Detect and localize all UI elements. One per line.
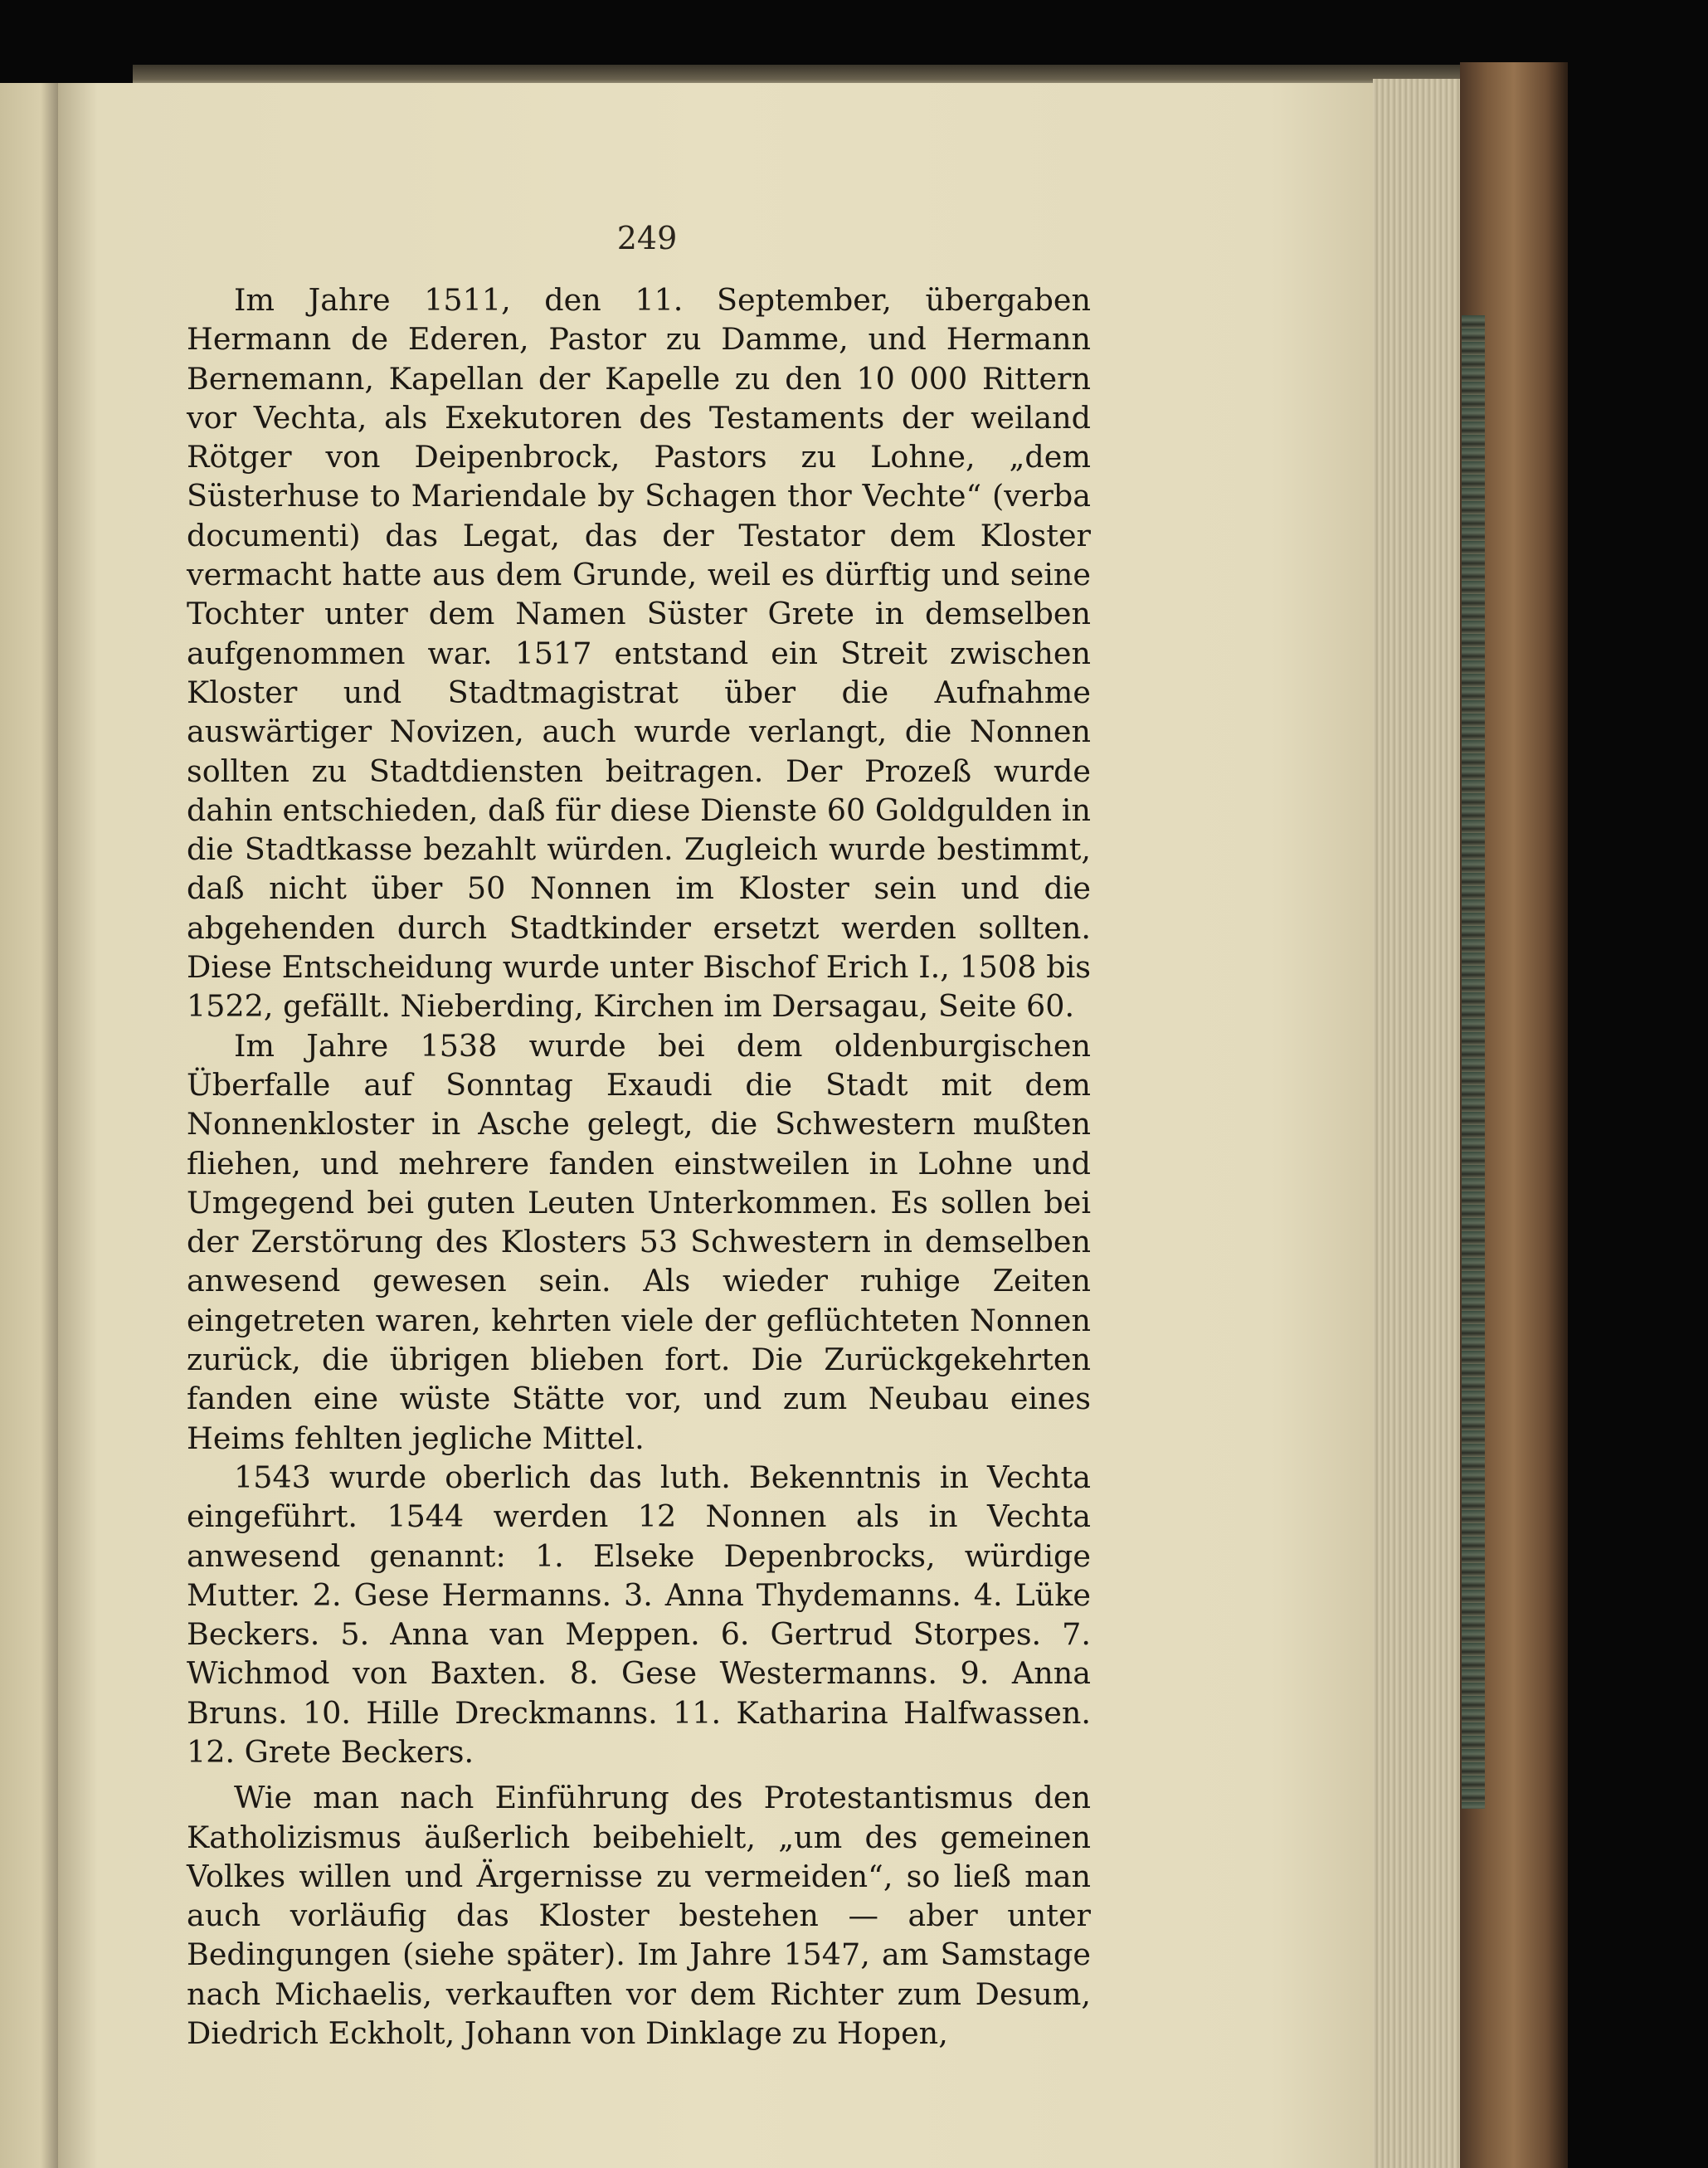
paragraph: 1543 wurde oberlich das luth. Bekenntnis in Vechta eingeführt. 1544 werden 12 Nonnen als in Vechta anwesend genannt: 1. Elseke Depenbrocks, würdige Mutter. 2. Gese Hermanns. 3. Anna Thydemanns. 4. Lüke Beckers. 5. Anna van Meppen. 6. Gertrud Storpes. 7. Wichmod von Baxten. 8. Gese Westermanns. 9. Anna Bruns. 10. Hille Dreckmanns. 11. Katharina Halfwassen. 12. Grete Beckers. bbox=[187, 1459, 1091, 1770]
page-body bbox=[187, 280, 1091, 2053]
paragraph: Im Jahre 1511, den 11. September, übergaben Hermann de Ederen, Pastor zu Damme, und Hermann Bernemann, Kapellan der Kapelle zu den 10 000 Rittern vor Vechta, als Exekutoren des Testaments der weiland Rötger von Deipenbrock, Pastors zu Lohne, „dem Süsterhuse to Mariendale by Schagen thor Vechte“ (verba documenti) das Legat, das der Testator dem Kloster vermacht hatte aus dem Grunde, weil es dürftig und seine Tochter unter dem Namen Süster Grete in demselben aufgenommen war. 1517 entstand ein Streit zwischen Kloster und Stadtmagistrat über die Aufnahme auswärtiger Novizen, auch wurde verlangt, die Nonnen sollten zu Stadtdiensten beitragen. Der Prozeß wurde dahin entschieden, daß für diese Dienste 60 Goldgulden in die Stadtkasse bezahlt würden. Zugleich wurde bestimmt, daß nicht über 50 Nonnen im Kloster sein und die abgehenden durch Stadtkinder ersetzt werden sollten. Diese Entscheidung wurde unter Bischof Erich I., 1508 bis 1522, gefällt. Nieberding, Kirchen im Dersagau, Seite 60. bbox=[187, 282, 1091, 1025]
page-number: 249 bbox=[616, 220, 678, 256]
left-page-edge bbox=[0, 83, 58, 2168]
paragraph: Im Jahre 1538 wurde bei dem oldenburgischen Überfalle auf Sonntag Exaudi die Stadt mit dem Nonnenkloster in Asche gelegt, die Schwestern mußten fliehen, und mehrere fanden einstweilen in Lohne und Umgegend bei guten Leuten Unterkommen. Es sollen bei der Zerstörung des Klosters 53 Schwestern in demselben anwesend gewesen sein. Als wieder ruhige Zeiten eingetreten waren, kehrten viele der geflüchteten Nonnen zurück, die übrigen blieben fort. Die Zurückgekehrten fanden eine wüste Stätte vor, und zum Neubau eines Heims fehlten jegliche Mittel. bbox=[187, 1027, 1091, 1456]
page-block-edge bbox=[1373, 79, 1464, 2168]
spine-marbling bbox=[1462, 315, 1485, 1809]
paragraph: Wie man nach Einführung des Protestantismus den Katholizismus äußerlich beibehielt, „um des gemeinen Volkes willen und Ärgernisse zu vermeiden“, so ließ man auch vorläufig das Kloster bestehen — aber unter Bedingungen (siehe später). Im Jahre 1547, am Samstage nach Michaelis, verkauften vor dem Richter zum Desum, Diedrich Eckholt, Johann von Dinklage zu Hopen, bbox=[187, 1780, 1091, 2052]
